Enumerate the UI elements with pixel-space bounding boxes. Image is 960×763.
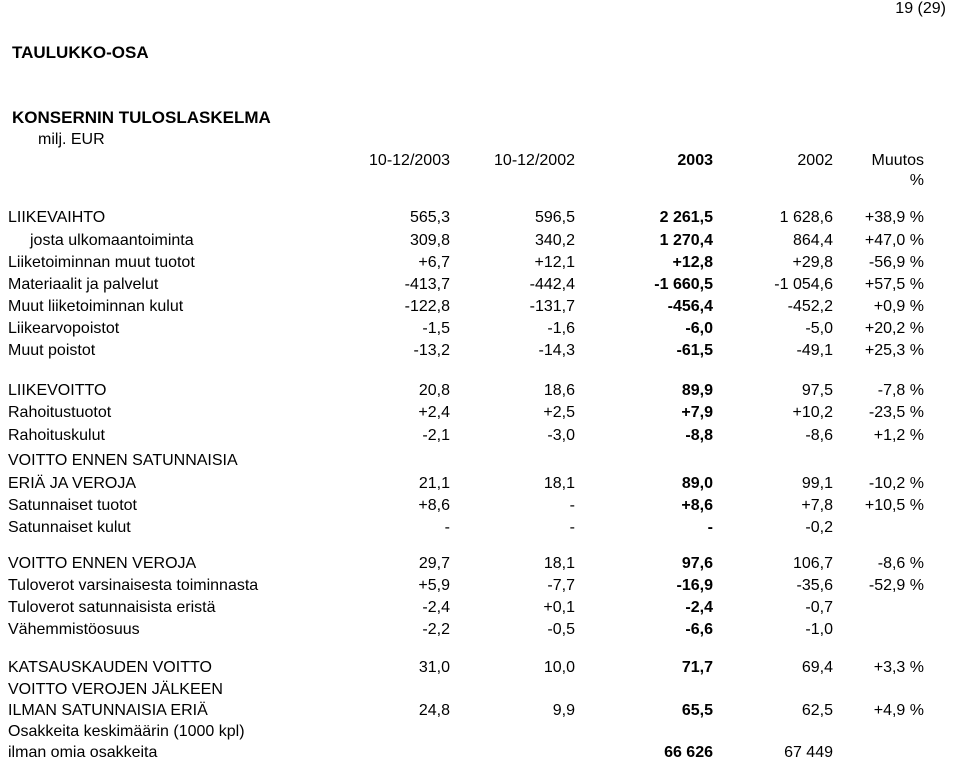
cell-2002: -8,6	[805, 427, 833, 444]
cell-change: -10,2 %	[868, 475, 924, 492]
cell-2002: 97,5	[801, 382, 833, 399]
cell-q4-2002: -7,7	[547, 577, 575, 594]
row-label: Liikearvopoistot	[8, 320, 120, 337]
cell-change: -52,9 %	[868, 577, 924, 594]
table-row	[0, 517, 960, 538]
cell-q4-2002: -3,0	[547, 427, 575, 444]
table-row	[0, 575, 960, 596]
cell-q4-2002: -14,3	[538, 342, 575, 359]
table-row	[0, 619, 960, 640]
cell-change: +3,3 %	[873, 659, 924, 676]
table-row	[0, 473, 960, 494]
cell-q4-2003: +8,6	[418, 497, 450, 514]
cell-q4-2002: +0,1	[543, 599, 575, 616]
cell-2003: -2,4	[685, 599, 713, 616]
cell-q4-2002: +12,1	[534, 254, 575, 271]
cell-2002: 106,7	[792, 555, 833, 572]
table-row	[0, 597, 960, 618]
cell-2003: 66 626	[664, 744, 713, 761]
cell-2003: -456,4	[667, 298, 713, 315]
table-row	[0, 450, 960, 471]
cell-2003: +7,9	[681, 404, 713, 421]
cell-q4-2002: -131,7	[529, 298, 575, 315]
cell-2002: +7,8	[801, 497, 833, 514]
row-label: KATSAUSKAUDEN VOITTO	[8, 659, 212, 676]
table-row	[0, 274, 960, 295]
cell-2002: -0,2	[805, 519, 833, 536]
cell-2002: -49,1	[796, 342, 833, 359]
cell-q4-2002: +2,5	[543, 404, 575, 421]
cell-2003: +12,8	[672, 254, 713, 271]
cell-2002: -5,0	[805, 320, 833, 337]
cell-2002: 67 449	[784, 744, 833, 761]
cell-2003: -	[707, 519, 713, 536]
cell-q4-2002: 10,0	[543, 659, 575, 676]
header-change: Muutos	[871, 152, 924, 169]
cell-q4-2003: 24,8	[418, 702, 450, 719]
cell-q4-2003: 20,8	[418, 382, 450, 399]
cell-change: +0,9 %	[873, 298, 924, 315]
cell-q4-2002: -442,4	[529, 276, 575, 293]
cell-2003: +8,6	[681, 497, 713, 514]
table-row	[0, 721, 960, 742]
cell-2003: -6,6	[685, 621, 713, 638]
row-label: Tuloverot varsinaisesta toiminnasta	[8, 577, 259, 594]
row-label: VOITTO ENNEN SATUNNAISIA	[8, 452, 238, 469]
cell-2002: 864,4	[792, 232, 833, 249]
cell-q4-2003: -2,1	[422, 427, 450, 444]
table-row	[0, 425, 960, 446]
row-label: Materiaalit ja palvelut	[8, 276, 159, 293]
cell-change: +38,9 %	[864, 209, 924, 226]
cell-2002: 69,4	[801, 659, 833, 676]
cell-2003: -16,9	[676, 577, 713, 594]
cell-2003: 97,6	[681, 555, 713, 572]
cell-change: +57,5 %	[864, 276, 924, 293]
table-row	[0, 700, 960, 721]
cell-2002: 62,5	[801, 702, 833, 719]
table-row	[0, 340, 960, 361]
row-label: Rahoitustuotot	[8, 404, 112, 421]
cell-q4-2003: -	[444, 519, 450, 536]
cell-q4-2002: 9,9	[552, 702, 575, 719]
table-row	[0, 553, 960, 574]
cell-2002: +29,8	[792, 254, 833, 271]
cell-q4-2003: -413,7	[404, 276, 450, 293]
cell-q4-2003: -2,2	[422, 621, 450, 638]
row-label: Liiketoiminnan muut tuotot	[8, 254, 195, 271]
cell-2002: -1 054,6	[774, 276, 833, 293]
row-label: LIIKEVAIHTO	[8, 209, 106, 226]
header-2002: 2002	[797, 152, 833, 169]
cell-q4-2003: -13,2	[413, 342, 450, 359]
cell-q4-2003: +5,9	[418, 577, 450, 594]
cell-2002: 99,1	[801, 475, 833, 492]
row-label: ilman omia osakkeita	[8, 744, 158, 761]
cell-q4-2003: -122,8	[404, 298, 450, 315]
section-title: TAULUKKO-OSA	[12, 43, 149, 62]
cell-q4-2002: -	[569, 519, 575, 536]
table-header	[0, 151, 960, 195]
cell-q4-2002: 340,2	[534, 232, 575, 249]
unit-label: milj. EUR	[38, 131, 105, 148]
row-label: Rahoituskulut	[8, 427, 105, 444]
row-label: ILMAN SATUNNAISIA ERIÄ	[8, 702, 208, 719]
cell-2003: 2 261,5	[659, 209, 713, 226]
row-label: LIIKEVOITTO	[8, 382, 107, 399]
cell-q4-2003: 29,7	[418, 555, 450, 572]
table-row	[0, 230, 960, 251]
cell-q4-2002: 596,5	[534, 209, 575, 226]
cell-q4-2002: 18,6	[543, 382, 575, 399]
cell-change: -56,9 %	[868, 254, 924, 271]
table-row	[0, 495, 960, 516]
cell-2003: 89,0	[681, 475, 713, 492]
cell-2003: 65,5	[681, 702, 713, 719]
cell-change: -23,5 %	[868, 404, 924, 421]
cell-2002: +10,2	[792, 404, 833, 421]
cell-2003: 89,9	[681, 382, 713, 399]
row-label: ERIÄ JA VEROJA	[8, 475, 137, 492]
row-label: Osakkeita keskimäärin (1000 kpl)	[8, 723, 245, 740]
cell-change: +25,3 %	[864, 342, 924, 359]
table-row	[0, 296, 960, 317]
page-number: 19 (29)	[895, 0, 946, 17]
row-label: Satunnaiset tuotot	[8, 497, 137, 514]
row-label: Vähemmistöosuus	[8, 621, 140, 638]
cell-q4-2002: 18,1	[543, 475, 575, 492]
row-label: Tuloverot satunnaisista eristä	[8, 599, 216, 616]
cell-2002: 1 628,6	[779, 209, 833, 226]
row-label: josta ulkomaantoiminta	[30, 232, 194, 249]
row-label: Satunnaiset kulut	[8, 519, 131, 536]
cell-q4-2003: +2,4	[418, 404, 450, 421]
header-q4-2002: 10-12/2002	[494, 152, 575, 169]
cell-change: +20,2 %	[864, 320, 924, 337]
cell-change: -8,6 %	[877, 555, 924, 572]
cell-q4-2003: 309,8	[409, 232, 450, 249]
table-row	[0, 742, 960, 763]
cell-change: +10,5 %	[864, 497, 924, 514]
row-label: Muut poistot	[8, 342, 96, 359]
cell-change: +4,9 %	[873, 702, 924, 719]
cell-q4-2002: 18,1	[543, 555, 575, 572]
cell-q4-2002: -1,6	[547, 320, 575, 337]
row-label: VOITTO ENNEN VEROJA	[8, 555, 197, 572]
cell-q4-2003: 31,0	[418, 659, 450, 676]
cell-q4-2002: -0,5	[547, 621, 575, 638]
table-row	[0, 318, 960, 339]
cell-q4-2003: 21,1	[418, 475, 450, 492]
cell-q4-2003: 565,3	[409, 209, 450, 226]
cell-2003: -1 660,5	[654, 276, 713, 293]
cell-2003: -6,0	[685, 320, 713, 337]
table-row	[0, 207, 960, 228]
header-change-percent: %	[909, 172, 924, 189]
cell-change: +1,2 %	[873, 427, 924, 444]
table-row	[0, 679, 960, 700]
cell-2002: -452,2	[787, 298, 833, 315]
header-2003: 2003	[677, 152, 713, 169]
cell-q4-2003: -1,5	[422, 320, 450, 337]
cell-q4-2003: -2,4	[422, 599, 450, 616]
table-row	[0, 657, 960, 678]
cell-2003: -8,8	[685, 427, 713, 444]
table-row	[0, 252, 960, 273]
row-label: Muut liiketoiminnan kulut	[8, 298, 184, 315]
cell-2002: -1,0	[805, 621, 833, 638]
cell-q4-2003: +6,7	[418, 254, 450, 271]
cell-2002: -0,7	[805, 599, 833, 616]
table-row	[0, 380, 960, 401]
cell-2003: -61,5	[676, 342, 713, 359]
cell-change: +47,0 %	[864, 232, 924, 249]
row-label: VOITTO VEROJEN JÄLKEEN	[8, 681, 223, 698]
table-row	[0, 402, 960, 423]
header-q4-2003: 10-12/2003	[369, 152, 450, 169]
cell-2003: 71,7	[681, 659, 713, 676]
cell-2003: 1 270,4	[659, 232, 713, 249]
report-title: KONSERNIN TULOSLASKELMA	[12, 108, 271, 127]
cell-change: -7,8 %	[877, 382, 924, 399]
cell-q4-2002: -	[569, 497, 575, 514]
cell-2002: -35,6	[796, 577, 833, 594]
